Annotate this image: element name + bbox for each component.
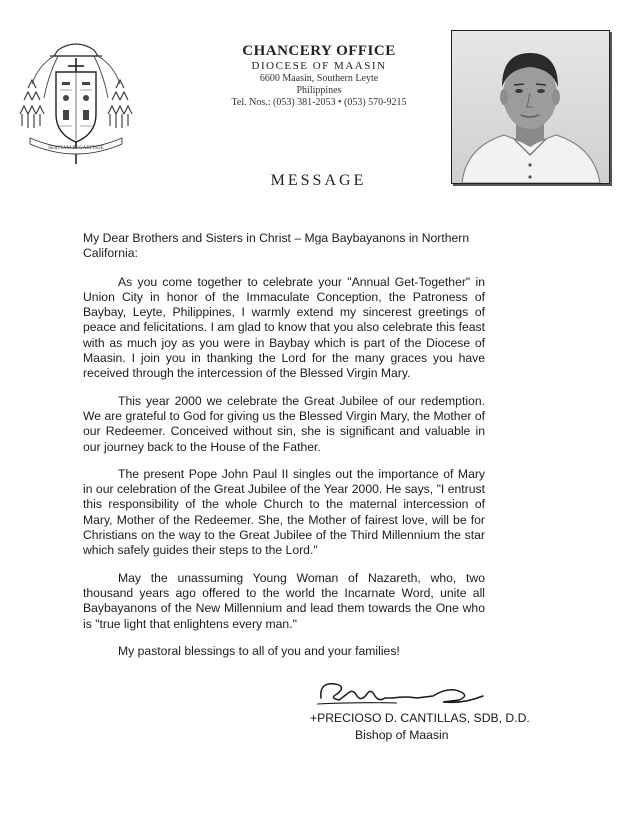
bishop-portrait-photo	[451, 30, 610, 184]
signatory-title: Bishop of Maasin	[355, 728, 449, 742]
paragraph-3: The present Pope John Paul II singles out the importance of Mary in our celebration of the Great Jubilee of the Year 2000. He says, "I entrust this responsibility of the whole Church to the maternal intercession of Mary, Mother of the Redeemer. She, the Mother of fairest love, will be for Christians on the way to the Great Jubilee of the Third Millennium the star which safely guides their steps to the Lord."	[83, 466, 485, 558]
handwritten-signature	[313, 676, 493, 710]
letterhead-country: Philippines	[296, 85, 342, 96]
paragraph-4: May the unassuming Young Woman of Nazareth, who, two thousand years ago offered to the world the Incarnate Word, unite all Baybayanons of the New Millennium and lead them towards the One who is "true light that enlightens every man."	[83, 570, 485, 631]
signatory-name: +PRECIOSO D. CANTILLAS, SDB, D.D.	[310, 711, 530, 725]
salutation: My Dear Brothers and Sisters in Christ – Mga Baybayanons in Northern California:	[83, 231, 470, 261]
paragraph-2: This year 2000 we celebrate the Great Jubilee of our redemption. We are grateful to God for giving us the Blessed Virgin Mary, the Mother of our Redeemer. Conceived without sin, she is significant and valuable in our journey back to the House of the Father.	[83, 393, 485, 454]
letter-body	[83, 231, 485, 671]
seal-motto-text: SERVIAM IN CARITATE	[48, 145, 104, 151]
diocese-coat-of-arms-seal	[14, 36, 138, 166]
paragraph-5: My pastoral blessings to all of you and your families!	[118, 643, 400, 658]
letterhead-diocese: DIOCESE OF MAASIN	[251, 60, 387, 72]
letterhead	[200, 42, 438, 109]
portrait-image	[452, 31, 609, 183]
letterhead-title: CHANCERY OFFICE	[242, 43, 396, 59]
message-heading: MESSAGE	[270, 172, 367, 189]
letterhead-phones: Tel. Nos.: (053) 381-2053 • (053) 570-9215	[231, 97, 407, 108]
paragraph-1: As you come together to celebrate your "Annual Get-Together" in Union City in honor of the Immaculate Conception, the Patroness of Baybay, Leyte, Philippines, I warmly extend my sincerest greetings of peace and felicitations. I am glad to know that you also celebrate this feast with as much joy as you were in Baybay which is part of the Diocese of Maasin. I join you in thanking the Lord for the many graces you have received through the intercession of the Blessed Virgin Mary.	[83, 274, 485, 381]
letterhead-address: 6600 Maasin, Southern Leyte	[259, 73, 379, 84]
